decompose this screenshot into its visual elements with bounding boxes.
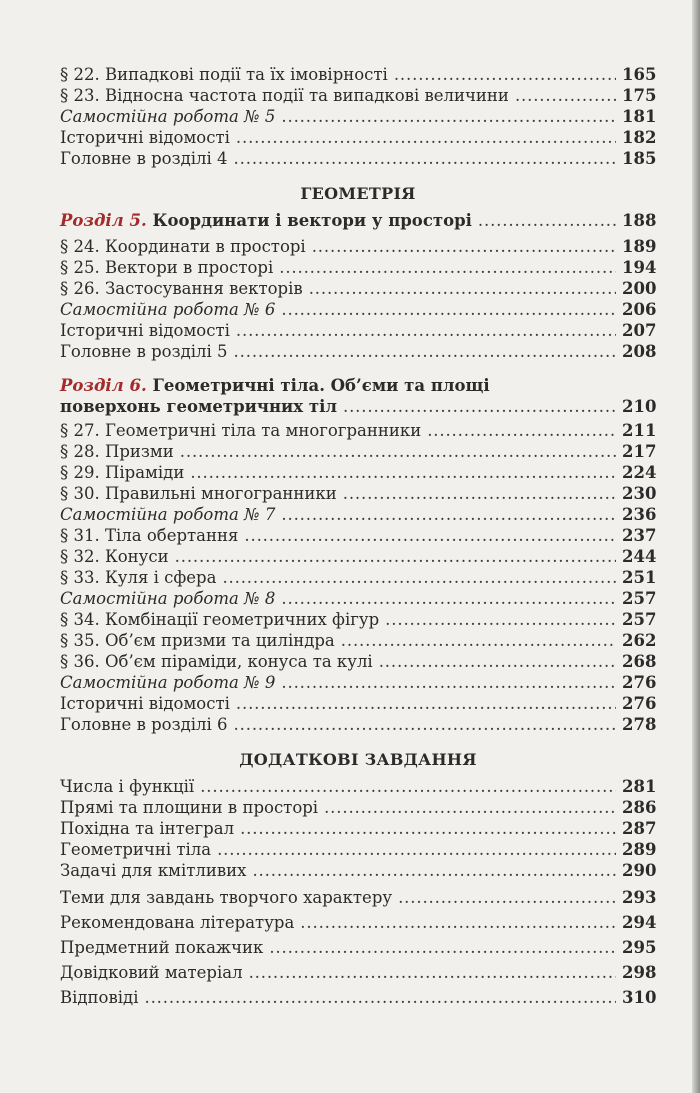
entry-label: Відповіді: [60, 988, 139, 1007]
entry-label: § 29. Піраміди: [60, 463, 185, 482]
entry-page: 217: [622, 442, 657, 461]
leader-dots: [234, 341, 616, 362]
toc-entry[interactable]: [60, 910, 656, 935]
entry-label: § 25. Вектори в просторі: [60, 258, 274, 277]
leader-dots: [281, 504, 616, 525]
chapter-label: [60, 210, 472, 231]
entry-label: § 31. Тіла обертання: [60, 526, 239, 545]
entry-label: § 24. Координати в просторі: [60, 237, 306, 256]
entry-page: 175: [622, 86, 657, 105]
leader-dots: [222, 567, 616, 588]
entry-page: 310: [622, 988, 657, 1007]
entry-label: § 30. Правильні многогранники: [60, 484, 337, 503]
leader-dots: [190, 462, 616, 483]
entry-label: Геометричні тіла: [60, 840, 212, 859]
toc-entry[interactable]: [60, 818, 656, 839]
leader-dots: [341, 630, 616, 651]
entry-page: 251: [622, 568, 657, 587]
entry-page: 286: [622, 798, 657, 817]
entry-page: 289: [622, 840, 657, 859]
entry-label: Самостійна робота № 7: [60, 505, 276, 524]
entry-page: 237: [622, 526, 657, 545]
entry-page: 181: [622, 107, 657, 126]
toc-entry[interactable]: [60, 609, 656, 630]
leader-dots: [240, 818, 616, 839]
chapter6: [60, 375, 656, 735]
entry-label: Головне в розділі 6: [60, 715, 228, 734]
leader-dots: [281, 672, 616, 693]
leader-dots: [398, 885, 616, 910]
leader-dots: [343, 396, 616, 417]
toc-entry[interactable]: [60, 797, 656, 818]
chapter-prefix: Розділ 6.: [60, 376, 147, 395]
entry-page: 165: [622, 65, 657, 84]
entry-page: 194: [622, 258, 657, 277]
leader-dots: [244, 525, 616, 546]
entry-label: § 26. Застосування векторів: [60, 279, 303, 298]
leader-dots: [478, 210, 616, 231]
entry-label: Задачі для кмітливих: [60, 861, 247, 880]
leader-dots: [279, 257, 616, 278]
entry-page: 189: [622, 237, 657, 256]
leader-dots: [145, 985, 617, 1010]
leader-dots: [379, 651, 616, 672]
toc-entry[interactable]: [60, 420, 656, 441]
entry-label: Головне в розділі 5: [60, 342, 228, 361]
entry-page: 295: [622, 938, 657, 957]
leader-dots: [236, 320, 616, 341]
leader-dots: [180, 441, 616, 462]
entry-label: Самостійна робота № 6: [60, 300, 276, 319]
entry-page: 294: [622, 913, 657, 932]
entry-label: Теми для завдань творчого характеру: [60, 888, 393, 907]
leader-dots: [385, 609, 616, 630]
entry-label: Історичні відомості: [60, 694, 230, 713]
back-matter: [60, 885, 656, 1010]
table-of-contents: [60, 64, 656, 1010]
leader-dots: [312, 236, 616, 257]
toc-entry[interactable]: [60, 960, 656, 985]
toc-entry[interactable]: [60, 885, 656, 910]
entry-page: 298: [622, 963, 657, 982]
entry-page: 244: [622, 547, 657, 566]
leader-dots: [515, 85, 616, 106]
entry-page: 278: [622, 715, 657, 734]
entry-label: § 22. Випадкові події та їх імовірності: [60, 65, 388, 84]
leader-dots: [236, 127, 616, 148]
entry-page: 290: [622, 861, 657, 880]
leader-dots: [217, 839, 616, 860]
toc-entry[interactable]: [60, 257, 656, 278]
leader-dots: [427, 420, 616, 441]
chapter-title-line1: Геометричні тіла. Об’єми та площі: [152, 376, 490, 395]
leader-dots: [394, 64, 616, 85]
entry-label: § 32. Конуси: [60, 547, 169, 566]
entry-page: 257: [622, 589, 657, 608]
entry-page: 206: [622, 300, 657, 319]
section-title-additional: ДОДАТКОВІ ЗАВДАННЯ: [239, 750, 477, 769]
entry-label: § 36. Об’єм піраміди, конуса та кулі: [60, 652, 373, 671]
entry-page: 200: [622, 279, 657, 298]
toc-entry[interactable]: [60, 714, 656, 735]
entry-label: Самостійна робота № 9: [60, 673, 276, 692]
leader-dots: [343, 483, 616, 504]
leader-dots: [281, 299, 616, 320]
entry-page: 185: [622, 149, 657, 168]
toc-entry[interactable]: [60, 839, 656, 860]
toc-entry[interactable]: [60, 672, 656, 693]
toc-entry[interactable]: [60, 441, 656, 462]
leader-dots: [309, 278, 616, 299]
entry-page: 236: [622, 505, 657, 524]
entry-label: § 23. Відносна частота події та випадкові величини: [60, 86, 509, 105]
entry-page: 262: [622, 631, 657, 650]
leader-dots: [236, 693, 616, 714]
entry-label: § 27. Геометричні тіла та многогранники: [60, 421, 422, 440]
entry-page: 281: [622, 777, 657, 796]
entry-page: 211: [622, 421, 657, 440]
chapter-heading-line1[interactable]: [60, 375, 656, 396]
entry-page: 230: [622, 484, 657, 503]
chapter-heading[interactable]: [60, 210, 656, 231]
entry-page: 182: [622, 128, 657, 147]
toc-entry[interactable]: [60, 860, 656, 881]
entry-page: 210: [622, 397, 657, 416]
leader-dots: [324, 797, 616, 818]
toc-entry[interactable]: [60, 85, 656, 106]
toc-entry[interactable]: [60, 64, 656, 85]
entry-page: 268: [622, 652, 657, 671]
leader-dots: [252, 860, 616, 881]
entry-page: 276: [622, 673, 657, 692]
toc-entry[interactable]: [60, 935, 656, 960]
entry-page: 293: [622, 888, 657, 907]
toc-entry[interactable]: [60, 127, 656, 148]
toc-entry[interactable]: [60, 651, 656, 672]
toc-entry[interactable]: [60, 341, 656, 362]
entry-page: 276: [622, 694, 657, 713]
entry-label: § 35. Об’єм призми та циліндра: [60, 631, 335, 650]
toc-entry[interactable]: [60, 320, 656, 341]
chapter5: [60, 210, 656, 362]
entry-label: Історичні відомості: [60, 128, 230, 147]
toc-entry[interactable]: [60, 546, 656, 567]
chapter-heading-line2[interactable]: [60, 396, 656, 417]
entry-label: Історичні відомості: [60, 321, 230, 340]
toc-entry[interactable]: [60, 588, 656, 609]
toc-entry[interactable]: [60, 106, 656, 127]
leader-dots: [249, 960, 616, 985]
chapter-title: Координати і вектори у просторі: [152, 211, 472, 230]
entry-label: Головне в розділі 4: [60, 149, 228, 168]
toc-entry[interactable]: [60, 693, 656, 714]
entry-page: 224: [622, 463, 657, 482]
entry-label: Числа і функції: [60, 777, 195, 796]
leader-dots: [300, 910, 616, 935]
toc-entry[interactable]: [60, 567, 656, 588]
leader-dots: [200, 776, 616, 797]
toc-entry[interactable]: [60, 630, 656, 651]
entry-page: 208: [622, 342, 657, 361]
leader-dots: [281, 106, 616, 127]
entry-label: Самостійна робота № 8: [60, 589, 276, 608]
toc-entry[interactable]: [60, 483, 656, 504]
section-title-geometry: ГЕОМЕТРІЯ: [300, 184, 416, 203]
toc-entry[interactable]: [60, 525, 656, 546]
entry-label: § 28. Призми: [60, 442, 174, 461]
toc-entry[interactable]: [60, 299, 656, 320]
entry-label: Рекомендована література: [60, 913, 295, 932]
toc-entry[interactable]: [60, 776, 656, 797]
leader-dots: [175, 546, 616, 567]
leader-dots: [281, 588, 616, 609]
entry-page: 257: [622, 610, 657, 629]
leader-dots: [234, 714, 616, 735]
chapter-prefix: Розділ 5.: [60, 211, 147, 230]
toc-entry[interactable]: [60, 462, 656, 483]
page-edge-shadow: [692, 0, 700, 1093]
toc-entry[interactable]: [60, 985, 656, 1010]
leader-dots: [234, 148, 616, 169]
entry-label: Довідковий матеріал: [60, 963, 243, 982]
entry-page: 287: [622, 819, 657, 838]
entry-label: Предметний покажчик: [60, 938, 264, 957]
additional-tasks: [60, 776, 656, 881]
chapter4-tail: [60, 64, 656, 169]
leader-dots: [269, 935, 616, 960]
toc-entry[interactable]: [60, 148, 656, 169]
entry-page: 188: [622, 211, 657, 230]
chapter-title-line2: поверхонь геометричних тіл: [60, 397, 337, 416]
entry-label: Самостійна робота № 5: [60, 107, 276, 126]
entry-label: Похідна та інтеграл: [60, 819, 235, 838]
toc-entry[interactable]: [60, 504, 656, 525]
entry-label: § 34. Комбінації геометричних фігур: [60, 610, 380, 629]
entry-page: 207: [622, 321, 657, 340]
toc-entry[interactable]: [60, 278, 656, 299]
entry-label: § 33. Куля і сфера: [60, 568, 217, 587]
toc-entry[interactable]: [60, 236, 656, 257]
entry-label: Прямі та площини в просторі: [60, 798, 319, 817]
